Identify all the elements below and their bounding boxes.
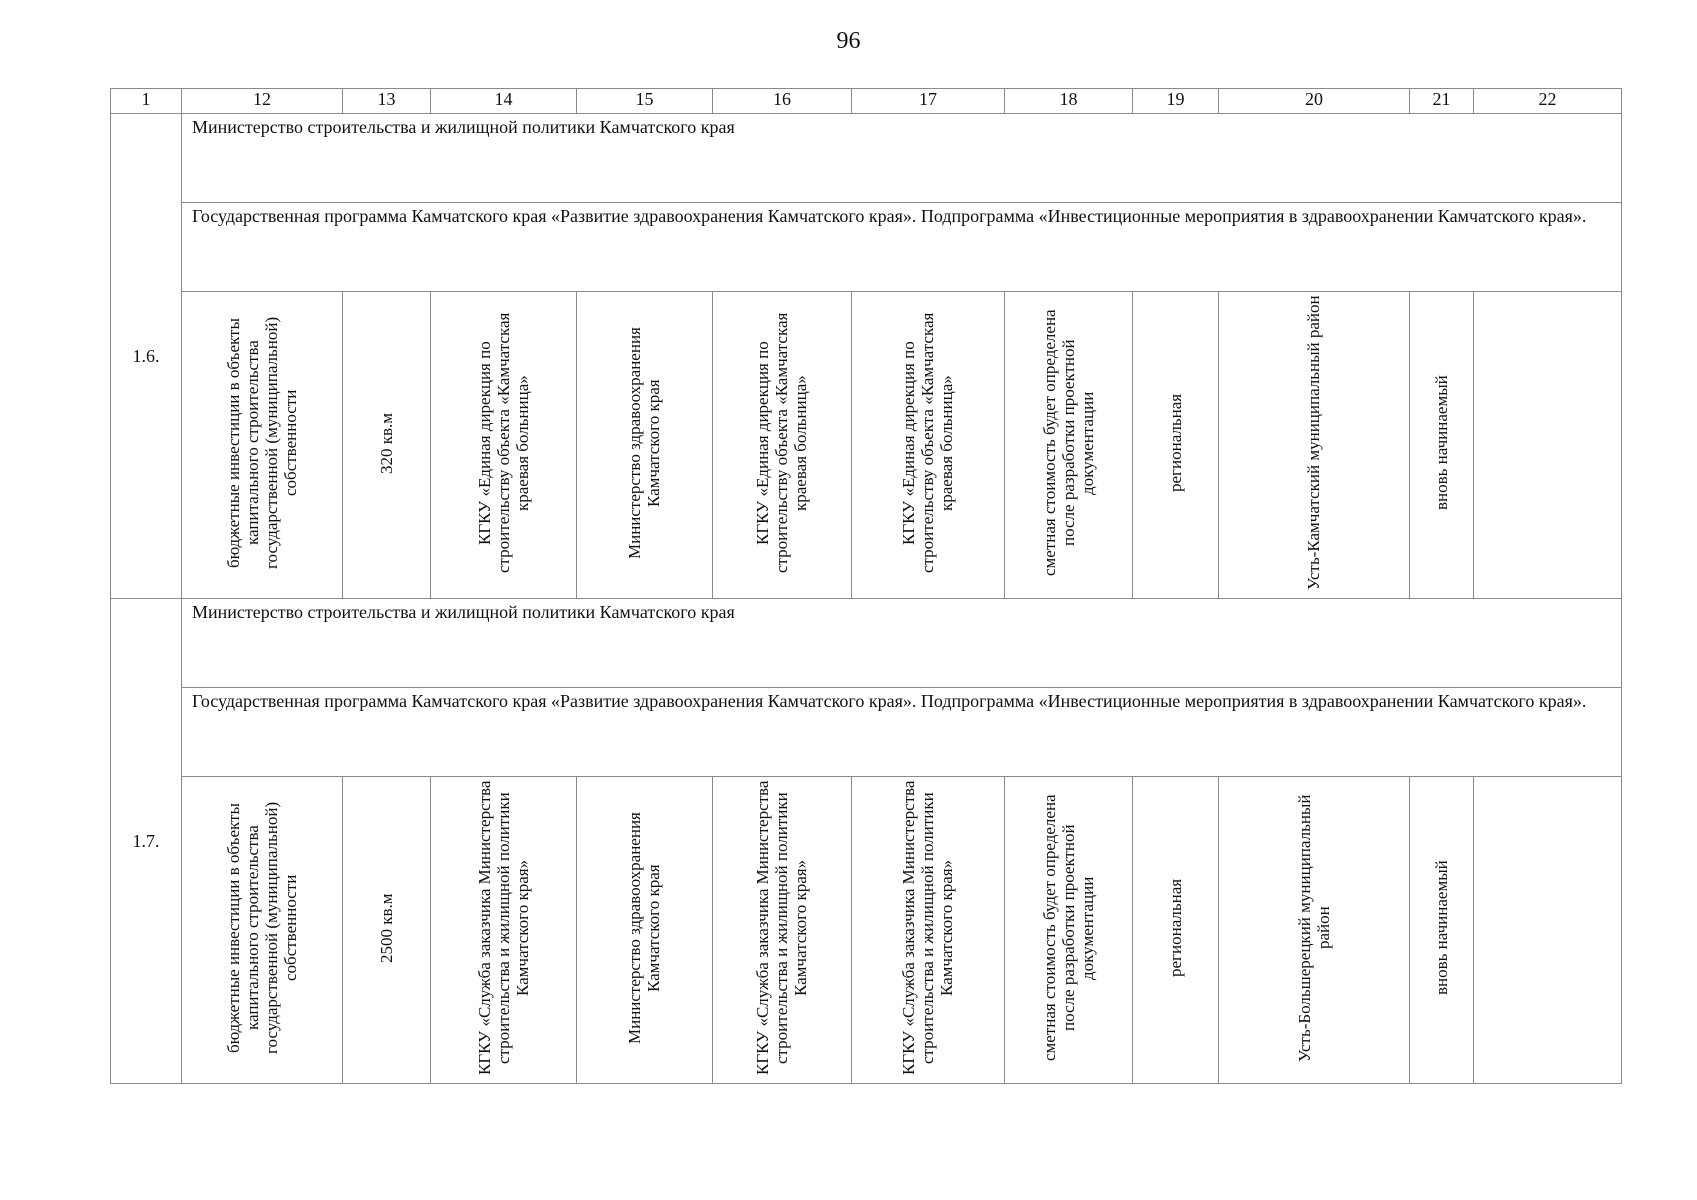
cell-text: вновь начинаемый [1431, 375, 1451, 511]
table-row [111, 114, 1622, 203]
cell-text: КГКУ «Единая дирекция по строительству объекта «Камчатская краевая больница» [753, 312, 811, 573]
column-header: 14 [431, 89, 577, 114]
cell-text: 320 кв.м [376, 412, 396, 474]
cell-capacity [343, 777, 431, 1084]
cell-empty [1474, 292, 1622, 599]
cell-ownership [1133, 292, 1219, 599]
cell-status [1410, 777, 1474, 1084]
cell-text: Министерство здравоохранения Камчатского края [625, 326, 664, 559]
cell-location [1219, 292, 1410, 599]
column-header: 20 [1219, 89, 1410, 114]
cell-text: КГКУ «Служба заказчика Министерства строительства и жилищной политики Камчатского края» [474, 780, 533, 1075]
row-number: 1.7. [111, 599, 182, 1084]
cell-text: КГКУ «Единая дирекция по строительству объекта «Камчатская краевая больница» [899, 312, 957, 573]
cell-text: региональная [1165, 878, 1185, 977]
cell-cost [1005, 292, 1133, 599]
column-header: 22 [1474, 89, 1622, 114]
column-header: 18 [1005, 89, 1133, 114]
table-row [111, 599, 1622, 688]
cell-recipient [852, 292, 1005, 599]
ministry-cell: Министерство строительства и жилищной политики Камчатского края [182, 114, 1622, 203]
table-row [111, 203, 1622, 292]
column-header: 15 [577, 89, 713, 114]
table-row [111, 688, 1622, 777]
cell-text: 2500 кв.м [376, 892, 396, 963]
cell-text: Министерство здравоохранения Камчатского края [625, 811, 664, 1044]
cell-text: КГКУ «Служба заказчика Министерства строительства и жилищной политики Камчатского края» [899, 780, 957, 1075]
cell-text: бюджетные инвестиции в объекты капитального строительства государственной (муниципальной) собственности [223, 316, 301, 569]
table-row [111, 777, 1622, 1084]
cell-empty [1474, 777, 1622, 1084]
cell-capacity [343, 292, 431, 599]
column-header: 21 [1410, 89, 1474, 114]
ministry-cell: Министерство строительства и жилищной политики Камчатского края [182, 599, 1622, 688]
table-row [111, 292, 1622, 599]
cell-customer [431, 292, 577, 599]
cell-text: сметная стоимость будет определена после разработки проектной документации [1039, 309, 1098, 577]
column-header: 16 [713, 89, 852, 114]
cell-cost [1005, 777, 1133, 1084]
cell-text: вновь начинаемый [1431, 860, 1451, 996]
cell-text: региональная [1165, 393, 1185, 492]
cell-text: КГКУ «Служба заказчика Министерства строительства и жилищной политики Камчатского края» [753, 780, 811, 1075]
cell-administrator [577, 292, 713, 599]
cell-investment-type [182, 292, 343, 599]
column-header: 19 [1133, 89, 1219, 114]
cell-text: бюджетные инвестиции в объекты капитального строительства государственной (муниципальной) собственности [223, 801, 301, 1054]
page-number: 96 [836, 28, 861, 54]
cell-text: Усть-Большерецкий муниципальный район [1294, 794, 1333, 1062]
row-number: 1.6. [111, 114, 182, 599]
cell-status [1410, 292, 1474, 599]
cell-investment-type [182, 777, 343, 1084]
column-header: 1 [111, 89, 182, 114]
cell-developer [713, 777, 852, 1084]
cell-text: КГКУ «Единая дирекция по строительству объекта «Камчатская краевая больница» [474, 312, 533, 573]
column-header: 17 [852, 89, 1005, 114]
investment-table [110, 88, 1622, 1084]
program-cell: Государственная программа Камчатского края «Развитие здравоохранения Камчатского края». Подпрограмма «Инвестиционные мероприятия в здравоохранении Камчатского края». [182, 203, 1622, 292]
cell-location [1219, 777, 1410, 1084]
column-header-row [111, 89, 1622, 114]
column-header: 12 [182, 89, 343, 114]
cell-text: Усть-Камчатский муниципальный район [1304, 295, 1324, 591]
program-cell: Государственная программа Камчатского края «Развитие здравоохранения Камчатского края». Подпрограмма «Инвестиционные мероприятия в здравоохранении Камчатского края». [182, 688, 1622, 777]
cell-recipient [852, 777, 1005, 1084]
column-header: 13 [343, 89, 431, 114]
cell-ownership [1133, 777, 1219, 1084]
cell-text: сметная стоимость будет определена после разработки проектной документации [1039, 794, 1098, 1062]
cell-developer [713, 292, 852, 599]
cell-administrator [577, 777, 713, 1084]
cell-customer [431, 777, 577, 1084]
